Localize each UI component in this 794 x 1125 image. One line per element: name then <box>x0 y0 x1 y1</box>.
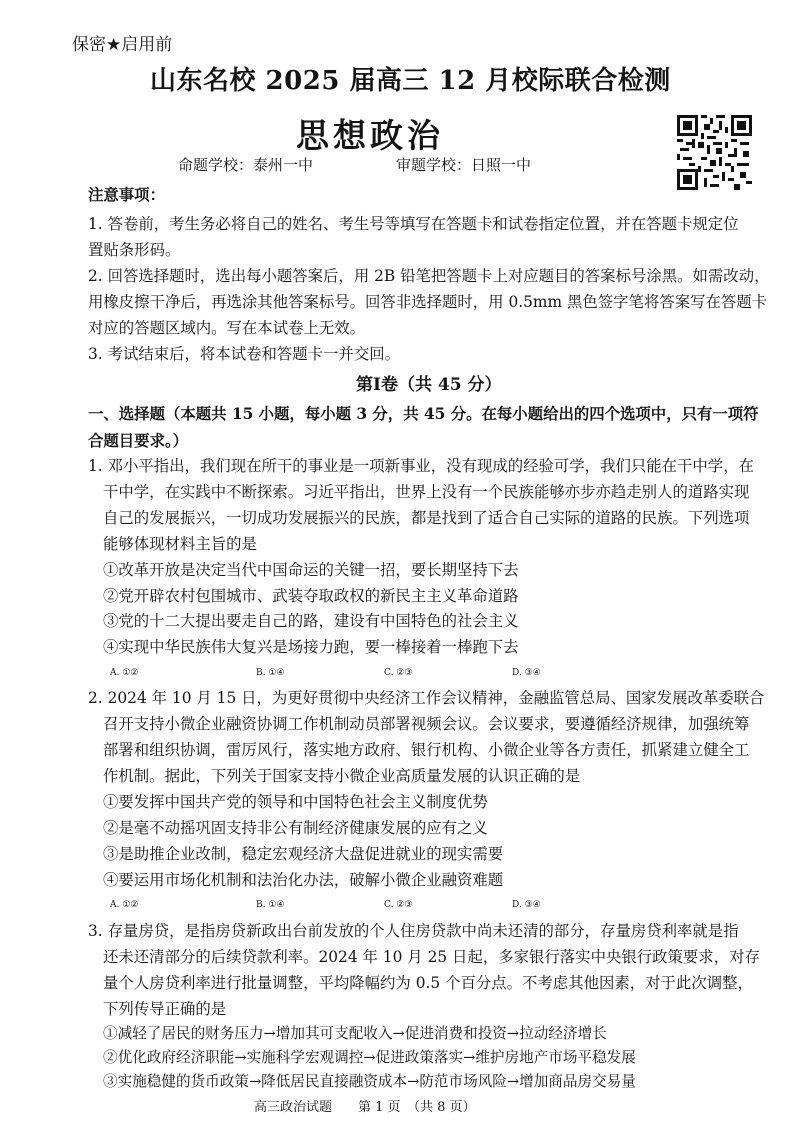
question-3-stem-cont: 量个人房贷利率进行批量调整，平均降幅约为 0.5 个百分点。不考虑其他因素，对于此次调整， <box>103 974 753 992</box>
review-school: 审题学校：日照一中 <box>396 156 532 174</box>
section-title: 第Ⅰ卷（共 45 分） <box>356 375 502 395</box>
question-2-stem-cont: 部署和组织协调，雷厉风行，落实地方政府、银行机构、小微企业等各方责任，抓紧建立健全工 <box>103 741 750 759</box>
section-instruction-cont: 合题目要求。） <box>88 432 189 450</box>
question-1-options <box>0 662 794 685</box>
section-instruction: 一、选择题（本题共 15 小题，每小题 3 分，共 45 分。在每小题给出的四个选项中，只有一项符 <box>88 405 759 423</box>
question-2-options <box>0 894 794 917</box>
option-c: C. ②③ <box>384 900 413 910</box>
qr-code-icon <box>677 114 752 191</box>
note-item-3: 3. 考试结束后，将本试卷和答题卡一并交回。 <box>88 345 400 363</box>
note-item-2-cont: 用橡皮擦干净后，再选涂其他答案标号。回答非选择题时，用 0.5mm 黑色签字笔将答案写在答题卡 <box>88 293 768 311</box>
note-item-2-cont: 对应的答题区域内。写在本试卷上无效。 <box>88 319 366 337</box>
subject-title: 思想政治 <box>296 116 444 155</box>
exam-title: 山东名校 2025 届高三 12 月校际联合检测 <box>150 66 671 96</box>
option-a: A. ①② <box>110 668 139 678</box>
question-3-statement-1: ①减轻了居民的财务压力→增加其可支配收入→促进消费和投资→拉动经济增长 <box>103 1025 607 1042</box>
question-3-statement-2: ②优化政府经济职能→实施科学宏观调控→促进政策落实→维护房地产市场平稳发展 <box>103 1049 636 1066</box>
question-2-statement-4: ④要运用市场化机制和法治化办法，破解小微企业融资难题 <box>103 871 504 889</box>
question-2-stem-cont: 作机制。据此，下列关于国家支持小微企业高质量发展的认识正确的是 <box>103 767 581 785</box>
notes-title: 注意事项： <box>88 186 165 204</box>
question-1-stem-cont: 能够体现材料主旨的是 <box>103 535 257 553</box>
question-2-statement-2: ②是毫不动摇巩固支持非公有制经济健康发展的应有之义 <box>103 819 488 837</box>
question-1-stem: 1. 邓小平指出，我们现在所干的事业是一项新事业，没有现成的经验可学，我们只能在干中学，在 <box>88 457 754 475</box>
option-c: C. ②③ <box>384 668 413 678</box>
question-3-statement-3: ③实施稳健的货币政策→降低居民直接融资成本→防范市场风险→增加商品房交易量 <box>103 1073 636 1090</box>
option-b: B. ①④ <box>256 900 285 910</box>
option-d: D. ③④ <box>512 900 541 910</box>
question-2-stem: 2. 2024 年 10 月 15 日，为更好贯彻中央经济工作会议精神，金融监管总局、国家发展改革委联合 <box>88 689 765 707</box>
question-1-statement-1: ①改革开放是决定当代中国命运的关键一招，要长期坚持下去 <box>103 561 519 579</box>
question-2-statement-3: ③是助推企业改制，稳定宏观经济大盘促进就业的现实需要 <box>103 845 504 863</box>
option-a: A. ①② <box>110 900 139 910</box>
confidential-mark: 保密★启用前 <box>72 35 173 55</box>
question-3-stem-cont: 还未还清部分的后续贷款利率。2024 年 10 月 25 日起，多家银行落实中央银行政策要求，对存 <box>103 948 760 966</box>
question-1-statement-3: ③党的十二大提出要走自己的路，建设有中国特色的社会主义 <box>103 612 519 630</box>
question-3-stem-cont: 下列传导正确的是 <box>103 1000 227 1018</box>
option-d: D. ③④ <box>512 668 541 678</box>
question-2-statement-1: ①要发挥中国共产党的领导和中国特色社会主义制度优势 <box>103 793 488 811</box>
question-1-stem-cont: 干中学，在实践中不断探索。习近平指出，世界上没有一个民族能够亦步亦趋走别人的道路实现 <box>103 483 750 501</box>
proposition-school: 命题学校：泰州一中 <box>178 156 314 174</box>
question-3-stem: 3. 存量房贷，是指房贷新政出台前发放的个人住房贷款中尚未还清的部分，存量房贷利率就是指 <box>88 922 739 940</box>
question-2-stem-cont: 召开支持小微企业融资协调工作机制动员部署视频会议。会议要求，要遵循经济规律，加强统筹 <box>103 715 750 733</box>
note-item-1-cont: 置贴条形码。 <box>88 241 181 259</box>
question-1-statement-4: ④实现中华民族伟大复兴是场接力跑，要一棒接着一棒跑下去 <box>103 638 519 656</box>
note-item-1: 1. 答卷前，考生务必将自己的姓名、考生号等填写在答题卡和试卷指定位置，并在答题卡规定位 <box>88 215 739 233</box>
page-footer: 高三政治试题 第 1 页 （共 8 页） <box>254 1100 476 1115</box>
note-item-2: 2. 回答选择题时，选出每小题答案后，用 2B 铅笔把答题卡上对应题目的答案标号涂黑。如需改动， <box>88 267 770 285</box>
question-1-statement-2: ②党开辟农村包围城市、武装夺取政权的新民主主义革命道路 <box>103 587 519 605</box>
question-1-stem-cont: 自己的发展振兴，一切成功发展振兴的民族，都是找到了适合自己实际的道路的民族。下列选项 <box>103 509 750 527</box>
option-b: B. ①④ <box>256 668 285 678</box>
